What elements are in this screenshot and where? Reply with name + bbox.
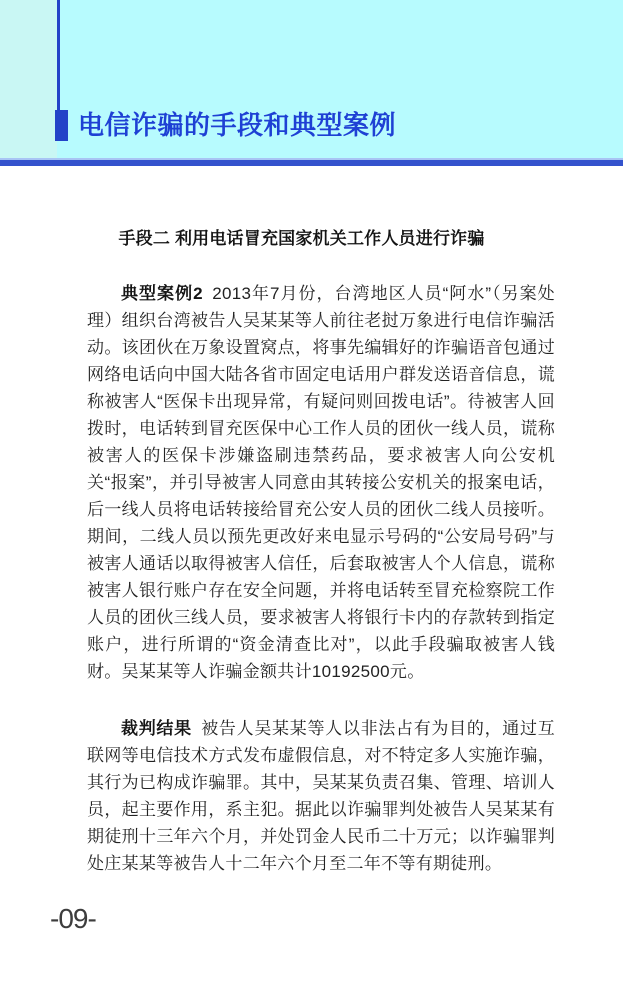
- verdict-label: 裁判结果: [121, 719, 192, 738]
- page-number: -09-: [50, 903, 96, 934]
- case-body-text: 2013年7月份，台湾地区人员“阿水”（另案处理）组织台湾被告人吴某某等人前往老挝万象进行电信诈骗活动。该团伙在万象设置窝点，将事先编辑好的诈骗语音包通过网络电话向中国大陆各省市固定电话用户群发送语音信息，谎称被害人“医保卡出现异常，有疑问则回拨电话”。待被害人回拨时，电话转到冒充医保中心工作人员的团伙一线人员，谎称被害人的医保卡涉嫌盗刷违禁药品，要求被害人向公安机关“报案”，并引导被害人同意由其转接公安机关的报案电话，后一线人员将电话转接给冒充公安人员的团伙二线人员接听。期间，二线人员以预先更改好来电显示号码的“公安局号码”与被害人通话以取得被害人信任，后套取被害人个人信息，谎称被害人银行账户存在安全问题，并将电话转至冒充检察院工作人员的团伙三线人员，要求被害人将银行卡内的存款转到指定账户，进行所谓的“资金清查比对”，以此手段骗取被害人钱财。吴某某等人诈骗金额共计10192500元。: [87, 284, 555, 681]
- verdict-paragraph: [87, 715, 555, 877]
- header-left-strip: [0, 0, 57, 158]
- verdict-body-text: 被告人吴某某等人以非法占有为目的，通过互联网等电信技术方式发布虚假信息，对不特定多人实施诈骗，其行为已构成诈骗罪。其中，吴某某负责召集、管理、培训人员，起主要作用，系主犯。据此以诈骗罪判处被告人吴某某有期徒刑十三年六个月，并处罚金人民币二十万元；以诈骗罪判处庄某某等被告人十二年六个月至二年不等有期徒刑。: [87, 719, 555, 873]
- header-divider: [0, 158, 623, 166]
- header-vertical-line: [57, 0, 60, 112]
- title-bar-marker-icon: [55, 110, 68, 141]
- page-header: [0, 0, 623, 158]
- section-heading: 手段二 利用电话冒充国家机关工作人员进行诈骗: [118, 229, 485, 248]
- title-row: [55, 110, 396, 141]
- case-paragraph: [87, 280, 555, 685]
- page-title: 电信诈骗的手段和典型案例: [78, 110, 397, 140]
- case-label: 典型案例2: [121, 284, 203, 303]
- content-area: [0, 226, 623, 877]
